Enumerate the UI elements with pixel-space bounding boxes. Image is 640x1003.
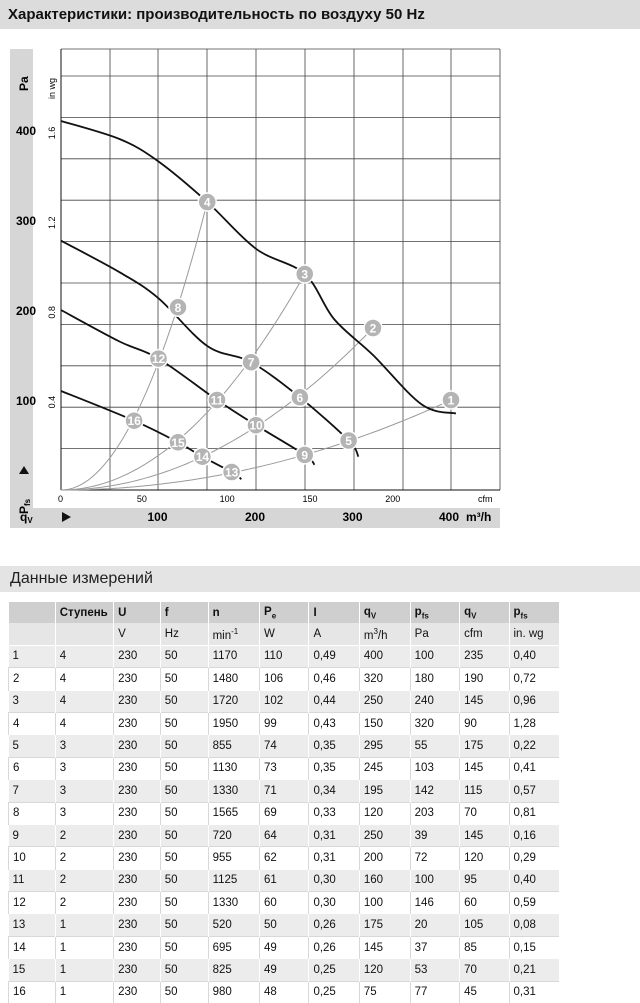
table-cell: 295 bbox=[359, 735, 410, 757]
table-cell: 85 bbox=[460, 936, 509, 958]
table-cell: 13 bbox=[9, 914, 56, 936]
table-cell: 100 bbox=[410, 869, 459, 891]
table-cell: 100 bbox=[359, 892, 410, 914]
column-unit: W bbox=[260, 623, 309, 645]
table-cell: 0,41 bbox=[509, 757, 559, 779]
column-unit bbox=[55, 623, 113, 645]
table-cell: 0,96 bbox=[509, 690, 559, 712]
y-tick-label: 200 bbox=[16, 304, 37, 318]
measurement-table bbox=[8, 602, 559, 1003]
table-cell: 55 bbox=[410, 735, 459, 757]
table-cell: 64 bbox=[260, 824, 309, 846]
table-cell: 9 bbox=[9, 824, 56, 846]
table-cell: 0,31 bbox=[309, 824, 359, 846]
table-cell: 103 bbox=[410, 757, 459, 779]
table-cell: 0,43 bbox=[309, 712, 359, 734]
x-tick-label: 100 bbox=[147, 510, 168, 524]
section-title: Данные измерений bbox=[10, 570, 153, 587]
table-cell: 50 bbox=[160, 668, 208, 690]
table-cell: 115 bbox=[460, 780, 509, 802]
table-cell: 2 bbox=[55, 824, 113, 846]
table-cell: 230 bbox=[114, 780, 161, 802]
table-cell: 1330 bbox=[208, 892, 259, 914]
table-cell: 980 bbox=[208, 981, 259, 1003]
table-cell: 95 bbox=[460, 869, 509, 891]
table-cell: 955 bbox=[208, 847, 259, 869]
table-cell: 49 bbox=[260, 959, 309, 981]
table-cell: 0,46 bbox=[309, 668, 359, 690]
table-cell: 1125 bbox=[208, 869, 259, 891]
table-cell: 0,25 bbox=[309, 959, 359, 981]
table-cell: 230 bbox=[114, 712, 161, 734]
table-cell: 142 bbox=[410, 780, 459, 802]
table-cell: 39 bbox=[410, 824, 459, 846]
column-unit bbox=[9, 623, 56, 645]
table-cell: 230 bbox=[114, 981, 161, 1003]
table-cell: 230 bbox=[114, 645, 161, 667]
table-cell: 230 bbox=[114, 757, 161, 779]
table-cell: 69 bbox=[260, 802, 309, 824]
table-cell: 100 bbox=[410, 645, 459, 667]
table-cell: 53 bbox=[410, 959, 459, 981]
table-row bbox=[9, 668, 560, 690]
table-cell: 0,34 bbox=[309, 780, 359, 802]
table-cell: 150 bbox=[359, 712, 410, 734]
table-cell: 20 bbox=[410, 914, 459, 936]
column-header: f bbox=[160, 602, 208, 623]
table-cell: 50 bbox=[160, 645, 208, 667]
table-cell: 0,40 bbox=[509, 869, 559, 891]
table-cell: 2 bbox=[55, 892, 113, 914]
table-cell: 110 bbox=[260, 645, 309, 667]
table-cell: 1 bbox=[55, 914, 113, 936]
x-tick-label: 400 bbox=[439, 510, 460, 524]
table-cell: 720 bbox=[208, 824, 259, 846]
table-cell: 50 bbox=[260, 914, 309, 936]
table-cell: 200 bbox=[359, 847, 410, 869]
column-header: n bbox=[208, 602, 259, 623]
operating-point-label: 16 bbox=[127, 414, 141, 429]
table-cell: 0,35 bbox=[309, 735, 359, 757]
table-unit-row bbox=[9, 623, 560, 645]
table-cell: 0,35 bbox=[309, 757, 359, 779]
table-cell: 70 bbox=[460, 802, 509, 824]
table-cell: 250 bbox=[359, 824, 410, 846]
table-row bbox=[9, 824, 560, 846]
section-bar bbox=[0, 566, 640, 592]
table-cell: 0,26 bbox=[309, 936, 359, 958]
table-cell: 3 bbox=[55, 757, 113, 779]
table-row bbox=[9, 847, 560, 869]
x-tick-label: 300 bbox=[342, 510, 363, 524]
table-cell: 240 bbox=[410, 690, 459, 712]
operating-point-label: 15 bbox=[171, 435, 185, 450]
y-tick-label: 100 bbox=[16, 394, 37, 408]
table-cell: 75 bbox=[359, 981, 410, 1003]
table-cell: 1 bbox=[55, 981, 113, 1003]
table-cell: 61 bbox=[260, 869, 309, 891]
table-cell: 2 bbox=[55, 847, 113, 869]
table-cell: 0,25 bbox=[309, 981, 359, 1003]
table-row bbox=[9, 757, 560, 779]
y-tick-label: 400 bbox=[16, 124, 37, 138]
table-cell: 50 bbox=[160, 712, 208, 734]
table-row bbox=[9, 981, 560, 1003]
y-secondary-tick-label: 1.6 bbox=[47, 126, 57, 140]
table-cell: 145 bbox=[460, 690, 509, 712]
table-cell: 72 bbox=[410, 847, 459, 869]
table-cell: 230 bbox=[114, 668, 161, 690]
x-axis-unit: m³/h bbox=[466, 510, 492, 524]
operating-point-label: 10 bbox=[249, 418, 263, 433]
table-cell: 50 bbox=[160, 780, 208, 802]
table-cell: 0,26 bbox=[309, 914, 359, 936]
table-cell: 105 bbox=[460, 914, 509, 936]
table-cell: 62 bbox=[260, 847, 309, 869]
table-cell: 50 bbox=[160, 936, 208, 958]
table-cell: 3 bbox=[55, 735, 113, 757]
table-cell: 230 bbox=[114, 824, 161, 846]
table-cell: 4 bbox=[55, 690, 113, 712]
y-secondary-tick-label: 1.2 bbox=[47, 216, 57, 229]
table-cell: 230 bbox=[114, 892, 161, 914]
table-cell: 203 bbox=[410, 802, 459, 824]
table-cell: 3 bbox=[55, 802, 113, 824]
x-secondary-tick-label: 100 bbox=[219, 494, 235, 504]
table-cell: 825 bbox=[208, 959, 259, 981]
table-cell: 855 bbox=[208, 735, 259, 757]
column-header: U bbox=[114, 602, 161, 623]
table-row bbox=[9, 735, 560, 757]
table-cell: 0,72 bbox=[509, 668, 559, 690]
table-cell: 146 bbox=[410, 892, 459, 914]
table-cell: 50 bbox=[160, 735, 208, 757]
table-cell: 230 bbox=[114, 914, 161, 936]
table-cell: 230 bbox=[114, 869, 161, 891]
operating-point-label: 5 bbox=[345, 434, 352, 448]
table-cell: 0,08 bbox=[509, 914, 559, 936]
table-cell: 15 bbox=[9, 959, 56, 981]
table-cell: 50 bbox=[160, 892, 208, 914]
table-cell: 74 bbox=[260, 735, 309, 757]
table-cell: 77 bbox=[410, 981, 459, 1003]
column-header: I bbox=[309, 602, 359, 623]
table-row bbox=[9, 780, 560, 802]
table-row bbox=[9, 802, 560, 824]
table-cell: 2 bbox=[9, 668, 56, 690]
x-secondary-tick-label: 150 bbox=[302, 494, 318, 504]
table-cell: 695 bbox=[208, 936, 259, 958]
table-cell: 50 bbox=[160, 869, 208, 891]
y-secondary-tick-label: 0.4 bbox=[47, 395, 57, 409]
table-cell: 50 bbox=[160, 981, 208, 1003]
table-cell: 60 bbox=[460, 892, 509, 914]
operating-point-label: 7 bbox=[247, 355, 255, 370]
table-cell: 60 bbox=[260, 892, 309, 914]
table-cell: 50 bbox=[160, 847, 208, 869]
table-cell: 1130 bbox=[208, 757, 259, 779]
table-cell: 3 bbox=[9, 690, 56, 712]
table-cell: 1565 bbox=[208, 802, 259, 824]
table-cell: 49 bbox=[260, 936, 309, 958]
table-cell: 0,57 bbox=[509, 780, 559, 802]
table-cell: 120 bbox=[359, 802, 410, 824]
operating-point-label: 3 bbox=[301, 267, 309, 282]
table-cell: 0,30 bbox=[309, 869, 359, 891]
table-cell: 0,31 bbox=[509, 981, 559, 1003]
table-cell: 50 bbox=[160, 690, 208, 712]
column-unit: cfm bbox=[460, 623, 509, 645]
column-header: $q_V$ bbox=[460, 602, 509, 623]
operating-point-label: 9 bbox=[301, 448, 309, 463]
operating-point-label: 2 bbox=[369, 321, 377, 336]
table-cell: 0,21 bbox=[509, 959, 559, 981]
table-cell: 0,44 bbox=[309, 690, 359, 712]
fan-curve-chart bbox=[0, 29, 640, 534]
table-row bbox=[9, 869, 560, 891]
column-header bbox=[9, 602, 56, 623]
column-header: $P_e$ bbox=[260, 602, 309, 623]
table-cell: 120 bbox=[460, 847, 509, 869]
table-cell: 73 bbox=[260, 757, 309, 779]
column-unit: A bbox=[309, 623, 359, 645]
y-axis-secondary-band bbox=[33, 49, 61, 490]
table-cell: 7 bbox=[9, 780, 56, 802]
y-secondary-axis-label: in wg bbox=[47, 77, 57, 99]
x-secondary-tick-label: 0 bbox=[58, 494, 64, 504]
table-cell: 37 bbox=[410, 936, 459, 958]
table-cell: 50 bbox=[160, 914, 208, 936]
table-cell: 230 bbox=[114, 847, 161, 869]
table-cell: 235 bbox=[460, 645, 509, 667]
operating-point-label: 1 bbox=[447, 393, 455, 408]
table-cell: 90 bbox=[460, 712, 509, 734]
column-unit: V bbox=[114, 623, 161, 645]
table-cell: 102 bbox=[260, 690, 309, 712]
table-cell: 230 bbox=[114, 936, 161, 958]
table-cell: 8 bbox=[9, 802, 56, 824]
table-cell: 250 bbox=[359, 690, 410, 712]
table-cell: 4 bbox=[55, 668, 113, 690]
operating-point-label: 13 bbox=[224, 465, 239, 480]
table-cell: 4 bbox=[55, 712, 113, 734]
table-cell: 230 bbox=[114, 802, 161, 824]
column-unit: Pa bbox=[410, 623, 459, 645]
column-header: $q_V$ bbox=[359, 602, 410, 623]
table-cell: 4 bbox=[9, 712, 56, 734]
table-cell: 4 bbox=[55, 645, 113, 667]
table-cell: 50 bbox=[160, 959, 208, 981]
table-cell: 175 bbox=[359, 914, 410, 936]
table-cell: 1,28 bbox=[509, 712, 559, 734]
table-cell: 0,16 bbox=[509, 824, 559, 846]
table-cell: 160 bbox=[359, 869, 410, 891]
operating-point-label: 8 bbox=[174, 300, 182, 315]
y-symbol-label: Pfs bbox=[17, 498, 32, 514]
table-cell: 50 bbox=[160, 757, 208, 779]
table-row bbox=[9, 892, 560, 914]
table-cell: 520 bbox=[208, 914, 259, 936]
operating-point-label: 12 bbox=[151, 352, 166, 367]
operating-point-label: 11 bbox=[210, 393, 224, 408]
table-cell: 320 bbox=[359, 668, 410, 690]
table-cell: 230 bbox=[114, 735, 161, 757]
title-bar bbox=[0, 0, 640, 29]
table-cell: 145 bbox=[359, 936, 410, 958]
table-cell: 0,30 bbox=[309, 892, 359, 914]
column-unit: Hz bbox=[160, 623, 208, 645]
column-unit: in. wg bbox=[509, 623, 559, 645]
table-cell: 195 bbox=[359, 780, 410, 802]
column-unit: $m^3/h$ bbox=[359, 623, 410, 645]
table-cell: 145 bbox=[460, 824, 509, 846]
x-axis-label: qV bbox=[20, 510, 33, 525]
table-cell: 6 bbox=[9, 757, 56, 779]
table-cell: 0,33 bbox=[309, 802, 359, 824]
operating-point-label: 14 bbox=[195, 450, 210, 465]
table-cell: 1720 bbox=[208, 690, 259, 712]
x-secondary-tick-label: 200 bbox=[385, 494, 401, 504]
table-cell: 1 bbox=[55, 959, 113, 981]
table-cell: 16 bbox=[9, 981, 56, 1003]
fan-curve bbox=[61, 310, 315, 465]
table-cell: 0,22 bbox=[509, 735, 559, 757]
table-cell: 99 bbox=[260, 712, 309, 734]
table-cell: 50 bbox=[160, 824, 208, 846]
table-cell: 230 bbox=[114, 959, 161, 981]
table-cell: 10 bbox=[9, 847, 56, 869]
table-cell: 0,49 bbox=[309, 645, 359, 667]
table-row bbox=[9, 712, 560, 734]
table-row bbox=[9, 690, 560, 712]
table-row bbox=[9, 914, 560, 936]
table-cell: 14 bbox=[9, 936, 56, 958]
table-cell: 1480 bbox=[208, 668, 259, 690]
operating-point-label: 4 bbox=[203, 195, 211, 210]
table-cell: 5 bbox=[9, 735, 56, 757]
table-cell: 0,15 bbox=[509, 936, 559, 958]
fan-curve bbox=[61, 121, 456, 414]
table-cell: 0,81 bbox=[509, 802, 559, 824]
y-axis-band bbox=[10, 49, 33, 525]
x-secondary-axis-label: cfm bbox=[478, 494, 493, 504]
table-cell: 0,59 bbox=[509, 892, 559, 914]
table-header-row bbox=[9, 602, 560, 623]
table-cell: 0,29 bbox=[509, 847, 559, 869]
column-unit: $\min^{-1}$ bbox=[208, 623, 259, 645]
table-cell: 106 bbox=[260, 668, 309, 690]
table-cell: 1170 bbox=[208, 645, 259, 667]
column-header: $p_{fs}$ bbox=[410, 602, 459, 623]
table-cell: 230 bbox=[114, 690, 161, 712]
table-cell: 1950 bbox=[208, 712, 259, 734]
table-cell: 0,40 bbox=[509, 645, 559, 667]
table-cell: 320 bbox=[410, 712, 459, 734]
table-cell: 190 bbox=[460, 668, 509, 690]
table-cell: 0,31 bbox=[309, 847, 359, 869]
x-tick-label: 200 bbox=[245, 510, 266, 524]
y-tick-label: 300 bbox=[16, 214, 37, 228]
table-cell: 120 bbox=[359, 959, 410, 981]
table-cell: 180 bbox=[410, 668, 459, 690]
table-cell: 2 bbox=[55, 869, 113, 891]
column-header: Ступень bbox=[55, 602, 113, 623]
x-secondary-tick-label: 50 bbox=[136, 494, 147, 504]
table-cell: 12 bbox=[9, 892, 56, 914]
table-cell: 50 bbox=[160, 802, 208, 824]
table-cell: 400 bbox=[359, 645, 410, 667]
y-axis-label: Pa bbox=[17, 76, 31, 91]
table-cell: 48 bbox=[260, 981, 309, 1003]
table-cell: 1330 bbox=[208, 780, 259, 802]
table-cell: 175 bbox=[460, 735, 509, 757]
table-cell: 71 bbox=[260, 780, 309, 802]
table-cell: 1 bbox=[55, 936, 113, 958]
page-title: Характеристики: производительность по воздуху 50 Hz bbox=[8, 6, 425, 23]
table-cell: 1 bbox=[9, 645, 56, 667]
table-row bbox=[9, 959, 560, 981]
column-header: $p_{fs}$ bbox=[509, 602, 559, 623]
table-row bbox=[9, 645, 560, 667]
table-cell: 11 bbox=[9, 869, 56, 891]
table-cell: 70 bbox=[460, 959, 509, 981]
table-cell: 45 bbox=[460, 981, 509, 1003]
table-cell: 245 bbox=[359, 757, 410, 779]
operating-point-label: 6 bbox=[296, 390, 304, 405]
table-row bbox=[9, 936, 560, 958]
y-secondary-tick-label: 0.8 bbox=[47, 306, 57, 319]
table-cell: 145 bbox=[460, 757, 509, 779]
table-cell: 3 bbox=[55, 780, 113, 802]
